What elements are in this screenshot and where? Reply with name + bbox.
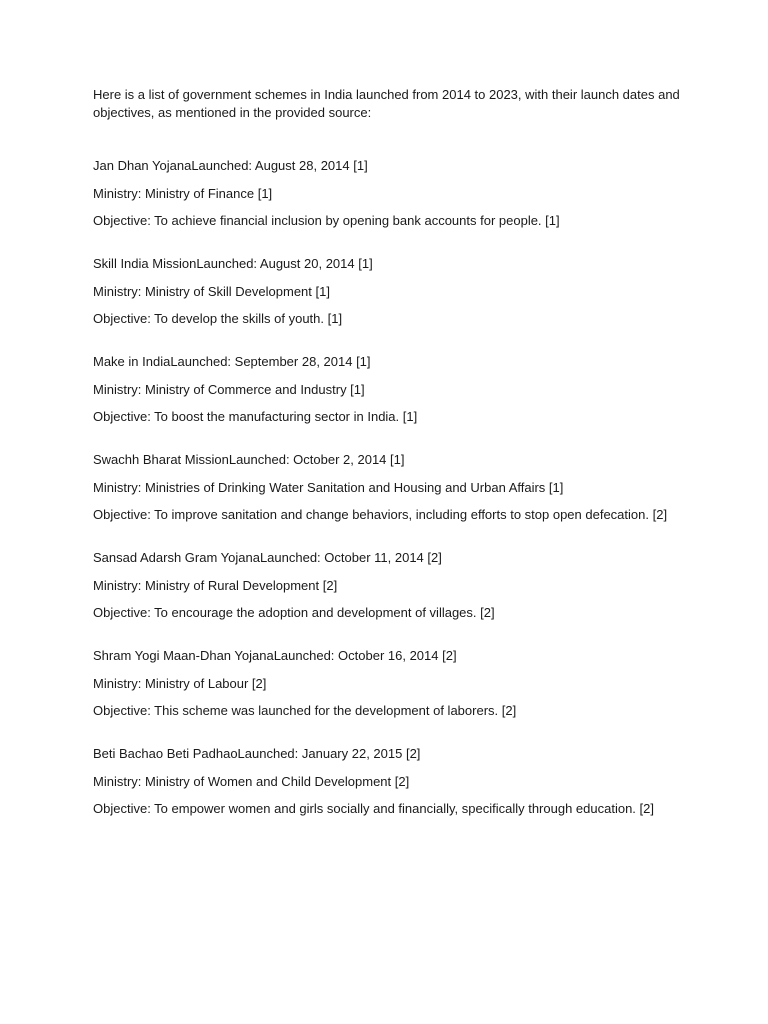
scheme-entry xyxy=(93,746,733,817)
scheme-ministry: Ministry: Ministry of Labour [2] xyxy=(93,675,267,691)
intro-paragraph: Here is a list of government schemes in India launched from 2014 to 2023, with their launch dates and objectives, as mentioned in the provided source: xyxy=(93,87,680,120)
scheme-entry xyxy=(93,256,733,327)
scheme-objective: Objective: To encourage the adoption and development of villages. [2] xyxy=(93,605,495,620)
scheme-ministry: Ministry: Ministry of Women and Child Development [2] xyxy=(93,773,410,789)
scheme-ministry: Ministry: Ministry of Rural Development [2] xyxy=(93,577,338,593)
scheme-objective: Objective: To boost the manufacturing sector in India. [1] xyxy=(93,409,418,424)
scheme-title: Shram Yogi Maan-Dhan YojanaLaunched: October 16, 2014 [2] xyxy=(93,648,457,663)
scheme-title: Skill India MissionLaunched: August 20, 2014 [1] xyxy=(93,256,373,271)
scheme-entry xyxy=(93,354,733,425)
scheme-entry xyxy=(93,648,733,719)
scheme-title: Sansad Adarsh Gram YojanaLaunched: October 11, 2014 [2] xyxy=(93,550,442,565)
scheme-objective: Objective: To achieve financial inclusion by opening bank accounts for people. [1] xyxy=(93,213,560,228)
scheme-entry xyxy=(93,158,733,229)
scheme-entry xyxy=(93,550,733,621)
scheme-ministry: Ministry: Ministry of Skill Development [1] xyxy=(93,283,330,299)
scheme-ministry: Ministry: Ministries of Drinking Water Sanitation and Housing and Urban Affairs [1] xyxy=(93,479,564,495)
scheme-entry xyxy=(93,452,733,523)
scheme-title: Beti Bachao Beti PadhaoLaunched: January 22, 2015 [2] xyxy=(93,746,421,761)
scheme-ministry: Ministry: Ministry of Commerce and Industry [1] xyxy=(93,381,365,397)
document-page xyxy=(93,86,733,844)
scheme-ministry: Ministry: Ministry of Finance [1] xyxy=(93,185,273,201)
scheme-objective: Objective: To improve sanitation and change behaviors, including efforts to stop open defecation. [2] xyxy=(93,507,668,522)
scheme-objective: Objective: To develop the skills of youth. [1] xyxy=(93,311,343,326)
scheme-title: Make in IndiaLaunched: September 28, 2014 [1] xyxy=(93,354,371,369)
scheme-objective: Objective: To empower women and girls socially and financially, specifically through education. [2] xyxy=(93,801,654,816)
scheme-title: Swachh Bharat MissionLaunched: October 2, 2014 [1] xyxy=(93,452,405,467)
scheme-title: Jan Dhan YojanaLaunched: August 28, 2014 [1] xyxy=(93,158,368,173)
scheme-objective: Objective: This scheme was launched for the development of laborers. [2] xyxy=(93,703,517,718)
